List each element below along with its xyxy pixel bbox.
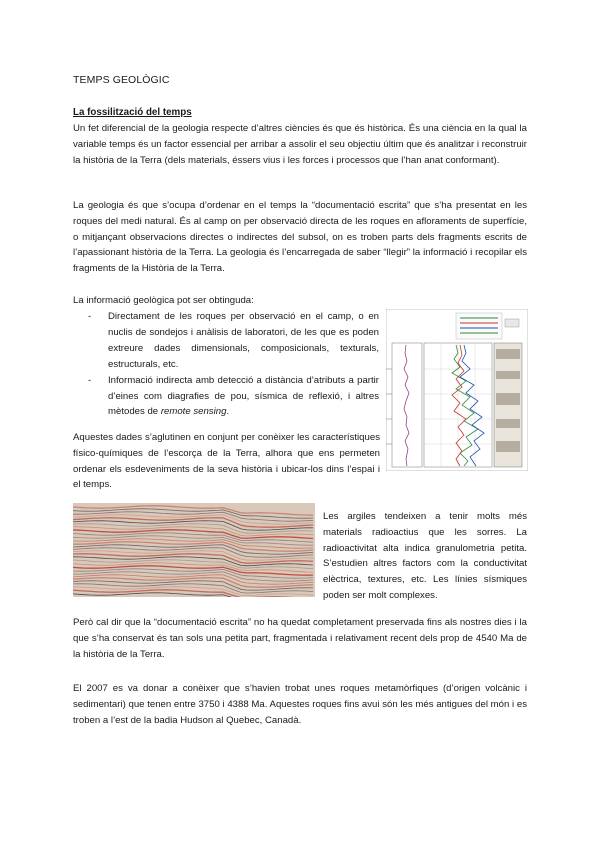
- bullet-text: Directament de les roques per observació en el camp, o en nuclis de sondejos i anàlisis de laboratori, de les que es poden extreure dades dimensionals, composicionals, texturals, estructurals, etc.: [108, 311, 379, 370]
- list-item: [88, 309, 379, 373]
- paragraph-clays: Les argiles tendeixen a tenir molts més materials radioactius que les sorres. La radioactivitat alta indica granulometria petita. S’estudien altres factors com la conductivitat elèctrica, textures, etc. Les línies sísmiques poden ser molt complexes.: [323, 511, 527, 601]
- bullet-list: [88, 309, 379, 420]
- paragraph-oldest-rocks: El 2007 es va donar a conèixer que s’havien trobat unes roques metamòrfiques (d’origen volcànic i sedimentari) que tenen entre 3750 i 4388 Ma. Aquestes roques fins avui són les més antigues del món i es troben a l’est de la badia Hudson al Quebec, Canadà.: [73, 683, 527, 726]
- bullet-text-end: .: [226, 406, 230, 418]
- section-heading: La fossilització del temps: [73, 107, 192, 118]
- seismic-section-image: [73, 503, 315, 597]
- well-log-figure: [386, 309, 528, 471]
- list-item: [88, 373, 379, 421]
- paragraph-preservation: Però cal dir que la “documentació escrita” no ha quedat completament preservada fins als nostres dies i la que s’ha conservat és tan sols una petita part, fragmentada i relativament recent dels prop de 4540 Ma de la història de la Terra.: [73, 617, 527, 660]
- bullet-dash: -: [88, 374, 92, 386]
- bullet-dash: -: [88, 311, 92, 322]
- page-title: TEMPS GEOLÒGIC: [73, 74, 170, 86]
- paragraph-data-aggregation: Aquestes dades s’aglutinen en conjunt per conèixer les característiques físico-químiques de l’escorça de la Terra, alhora que ens permeten ordenar els esdeveniments de la seva història i ubicar-los dins l’espai i el temps.: [73, 432, 380, 491]
- bullet-emphasis: remote sensing: [160, 406, 227, 418]
- paragraph-information-sources: La informació geològica pot ser obtinguda:: [73, 295, 254, 306]
- paragraph-intro: Un fet diferencial de la geologia respecte d’altres ciències és que és històrica. És una ciència en la qual la variable temps és un factor essencial per arribar a assolir el seu objectiu últim que és analitzar i reconstruir la història de la Terra (dels materials, éssers vius i les forces i processos que l’han anat conformant).: [73, 123, 527, 166]
- bullet-text: Informació indirecta amb detecció a distància d’atributs a partir d’eines com diagrafies de pou, sísmica de reflexió, i altres mètodes de: [108, 374, 379, 418]
- paragraph-documentation: La geologia és que s’ocupa d’ordenar en el temps la “documentació escrita” que s’ha presentat en les roques del medi natural. És al camp on per observació directa de les roques en afloraments de superfície, o mitjançant observacions directes o indirectes del subsol, on es troben parts dels fragments escrits de l’apassionant història de la Terra. La geologia és l’encarregada de saber “llegir” la informació i recopilar els fragments de la Història de la Terra.: [73, 200, 527, 275]
